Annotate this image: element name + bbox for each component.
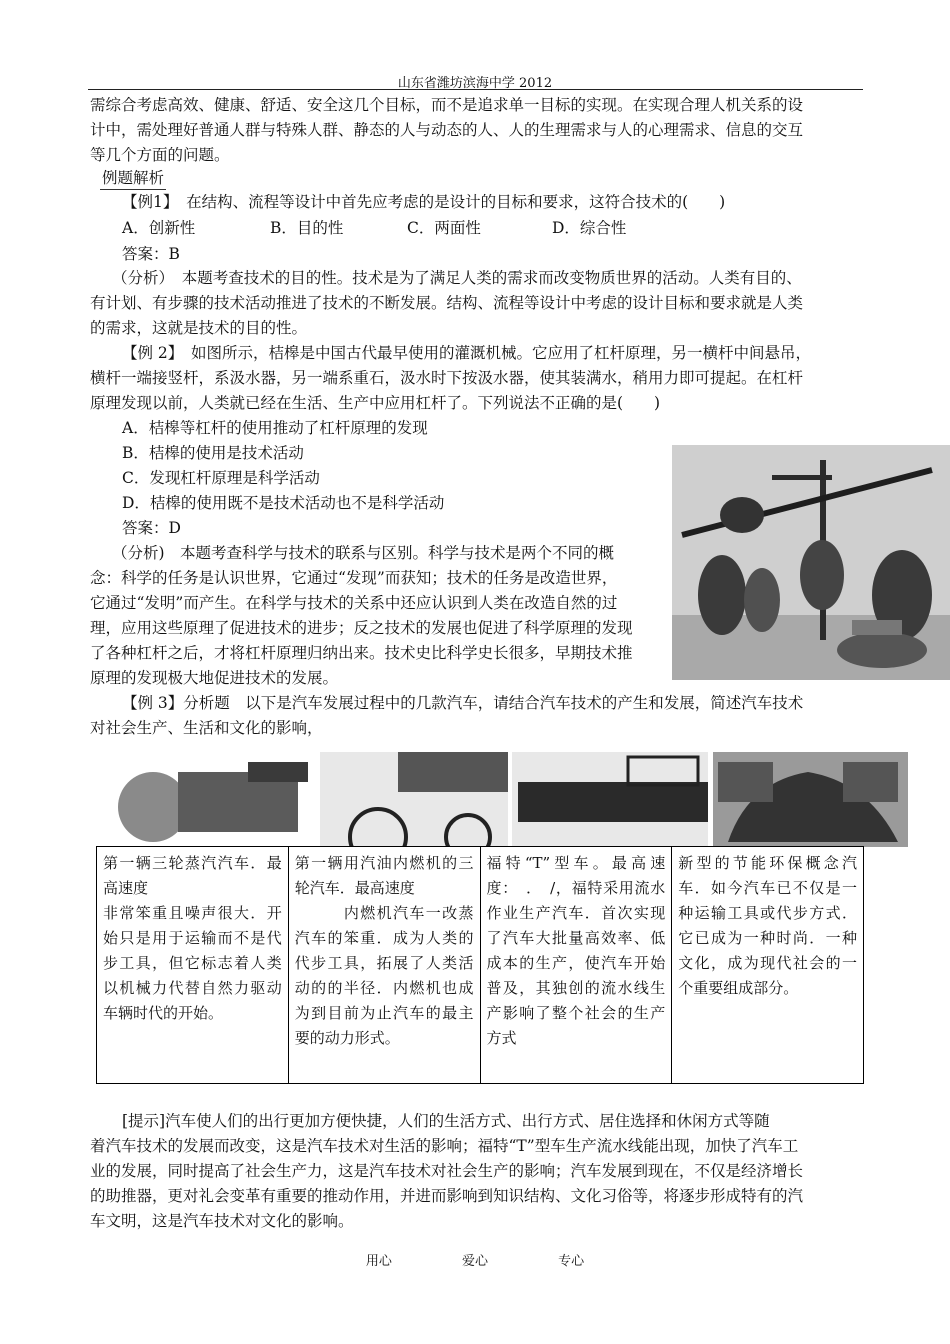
example2-analysis: 它通过“发明”而产生。在科学与技术的关系中还应认识到人类在改造自然的过 (90, 594, 618, 612)
table-row (97, 847, 864, 1084)
hint-line: 的助推器，更对礼会变革有重要的推动作用，并进而影响到知识结构、文化习俗等，将逐步形成特有的汽 (90, 1187, 804, 1205)
example1-analysis: （分析） 本题考查技术的目的性。技术是为了满足人类的需求而改变物质世界的活动。人类有目的、 (112, 269, 802, 287)
example1-option-d: D．综合性 (552, 219, 627, 237)
example2-option-a: A．桔槔等杠杆的使用推动了杠杆原理的发现 (122, 419, 428, 437)
car-description-ford-t: 福特“T”型车。最高速度： ． /，福特采用流水作业生产汽车．首次实现了汽车大批量高效率、低成本的生产，使汽车开始普及，其独创的流水线生产影响了整个社会的生产方式 (480, 847, 672, 1084)
example2-question: 【例 2】 如图所示，桔槔是中国古代最早使用的灌溉机械。它应用了杠杆原理，另一横杆中间悬吊， (122, 344, 812, 362)
example1-answer: 答案：B (122, 245, 180, 263)
car-description-concept: 新型的节能环保概念汽车．如今汽车已不仅是一种运输工具或代步方式．它已成为一种时尚．一种文化，成为现代社会的一个重要组成部分。 (672, 847, 864, 1084)
example1-analysis: 的需求，这就是技术的目的性。 (90, 319, 308, 337)
hint-line: 着汽车技术的发展而改变，这是汽车技术对生活的影响；福特“T”型车生产流水线能出现，加快了汽车工 (90, 1137, 799, 1155)
example2-analysis: 念：科学的任务是认识世界，它通过“发现”而获知；技术的任务是改造世界， (90, 569, 618, 587)
example2-analysis: 理，应用这些原理了促进技术的进步；反之技术的发展也促进了科学原理的发现 (90, 619, 633, 637)
example1-question: 【例1】 在结构、流程等设计中首先应考虑的是设计的目标和要求，这符合技术的( ) (122, 193, 726, 211)
car-images-strip (108, 752, 908, 847)
example3-question: 对社会生产、生活和文化的影响， (90, 719, 323, 737)
intro-line: 需综合考虑高效、健康、舒适、安全这几个目标，而不是追求单一目标的实现。在实现合理人机关系的设 (90, 96, 804, 114)
example2-analysis: （分析) 本题考查科学与技术的联系与区别。科学与技术是两个不同的概 (112, 544, 615, 562)
example2-analysis: 了各种杠杆之后，才将杠杆原理归纳出来。技术史比科学史长很多，早期技术推 (90, 644, 633, 662)
example2-question: 横杆一端接竖杆，系汲水器，另一端系重石，汲水时下按汲水器，使其装满水，稍用力即可提起。在杠杆 (90, 369, 804, 387)
example2-analysis: 原理的发现极大地促进技术的发展。 (90, 669, 339, 687)
page-header: 山东省潍坊滨海中学 2012 (397, 76, 553, 91)
footer-motto: 用心 (365, 1254, 392, 1269)
header-rule (88, 89, 863, 90)
hint-line: [提示]汽车使人们的出行更加方便快捷，人们的生活方式、出行方式、居住选择和休闲方式等随 (122, 1112, 770, 1130)
example1-option-c: C．两面性 (407, 219, 481, 237)
example2-option-c: C．发现杠杆原理是科学活动 (122, 469, 320, 487)
example2-option-d: D．桔槔的使用既不是技术活动也不是科学活动 (122, 494, 445, 512)
intro-line: 等几个方面的问题。 (90, 146, 230, 164)
car-description-gasoline: 第一辆用汽油内燃机的三轮汽车．最高速度 内燃机汽车一改蒸汽车的笨重．成为人类的代步工具，拓展了人类活动的的半径．内燃机也成为到目前为止汽车的最主要的动力形式。 (288, 847, 480, 1084)
hint-line: 车文明，这是汽车技术对文化的影响。 (90, 1212, 354, 1230)
car-comparison-table (96, 846, 864, 1084)
car-images-drawing (108, 752, 908, 847)
page-footer (0, 1250, 950, 1269)
example2-question: 原理发现以前，人类就已经在生活、生产中应用杠杆了。下列说法不正确的是( ) (90, 394, 661, 412)
footer-motto: 专心 (558, 1254, 585, 1269)
shadoof-drawing (672, 445, 950, 680)
section-title: 例题解析 (100, 167, 166, 190)
car-description-steam: 第一辆三轮蒸汽汽车．最高速度 非常笨重且噪声很大．开始只是用于运输而不是代步工具，但它标志着人类以机械力代替自然力驱动车辆时代的开始。 (97, 847, 289, 1084)
shadoof-illustration (672, 445, 950, 680)
example1-option-a: A．创新性 (122, 219, 196, 237)
footer-motto: 爱心 (461, 1254, 488, 1269)
hint-line: 业的发展，同时提高了社会生产力，这是汽车技术对社会生产的影响；汽车发展到现在，不仅是经济增长 (90, 1162, 804, 1180)
example1-option-b: B．目的性 (270, 219, 344, 237)
example1-analysis: 有计划、有步骤的技术活动推进了技术的不断发展。结构、流程等设计中考虑的设计目标和要求就是人类 (90, 294, 804, 312)
example2-option-b: B．桔槔的使用是技术活动 (122, 444, 304, 462)
intro-line: 计中，需处理好普通人群与特殊人群、静态的人与动态的人、人的生理需求与人的心理需求、信息的交互 (90, 121, 804, 139)
example3-question: 【例 3】分析题 以下是汽车发展过程中的几款汽车，请结合汽车技术的产生和发展，简述汽车技术 (122, 694, 804, 712)
example2-answer: 答案：D (122, 519, 181, 537)
